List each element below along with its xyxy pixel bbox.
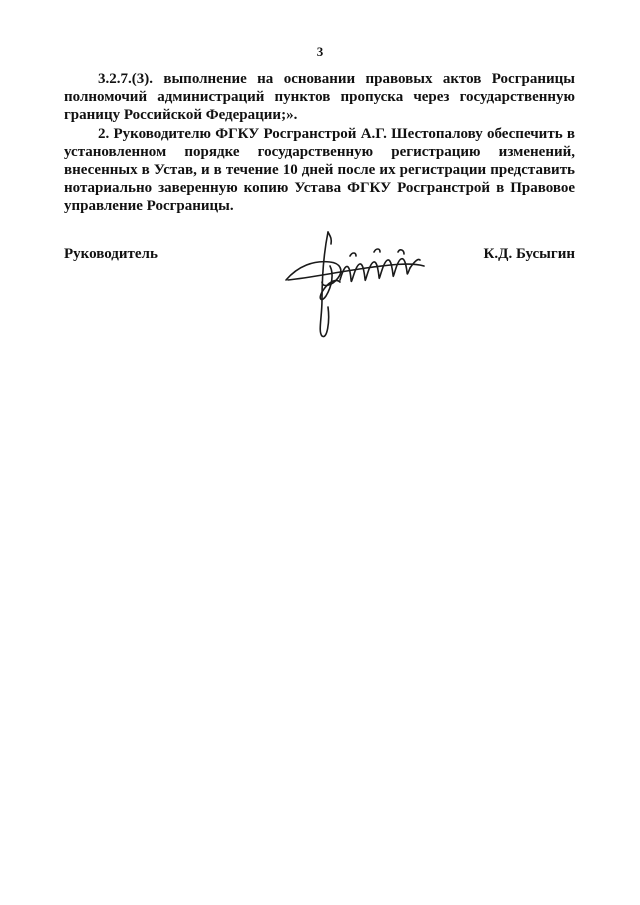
- page-number: 3: [316, 44, 324, 59]
- signer-name: К.Д. Бусыгин: [483, 246, 575, 262]
- signer-title: Руководитель: [64, 246, 158, 262]
- paragraph-item-2: 2. Руководителю ФГКУ Росгранстрой А.Г. Шестопалову обеспечить в установленном порядке государственную регистрацию изменений, внесенных в Устав, и в течение 10 дней после их регистрации представить нотариально заверенную копию Устава ФГКУ Росгранстрой в Правовое управление Росграницы.: [64, 126, 575, 214]
- document-body: [64, 70, 575, 216]
- paragraph-clause-3-2-7-3: 3.2.7.(3). выполнение на основании правовых актов Росграницы полномочий администраций пунктов пропуска через государственную границу Российской Федерации;».: [64, 71, 575, 123]
- handwritten-signature-icon: [278, 222, 428, 344]
